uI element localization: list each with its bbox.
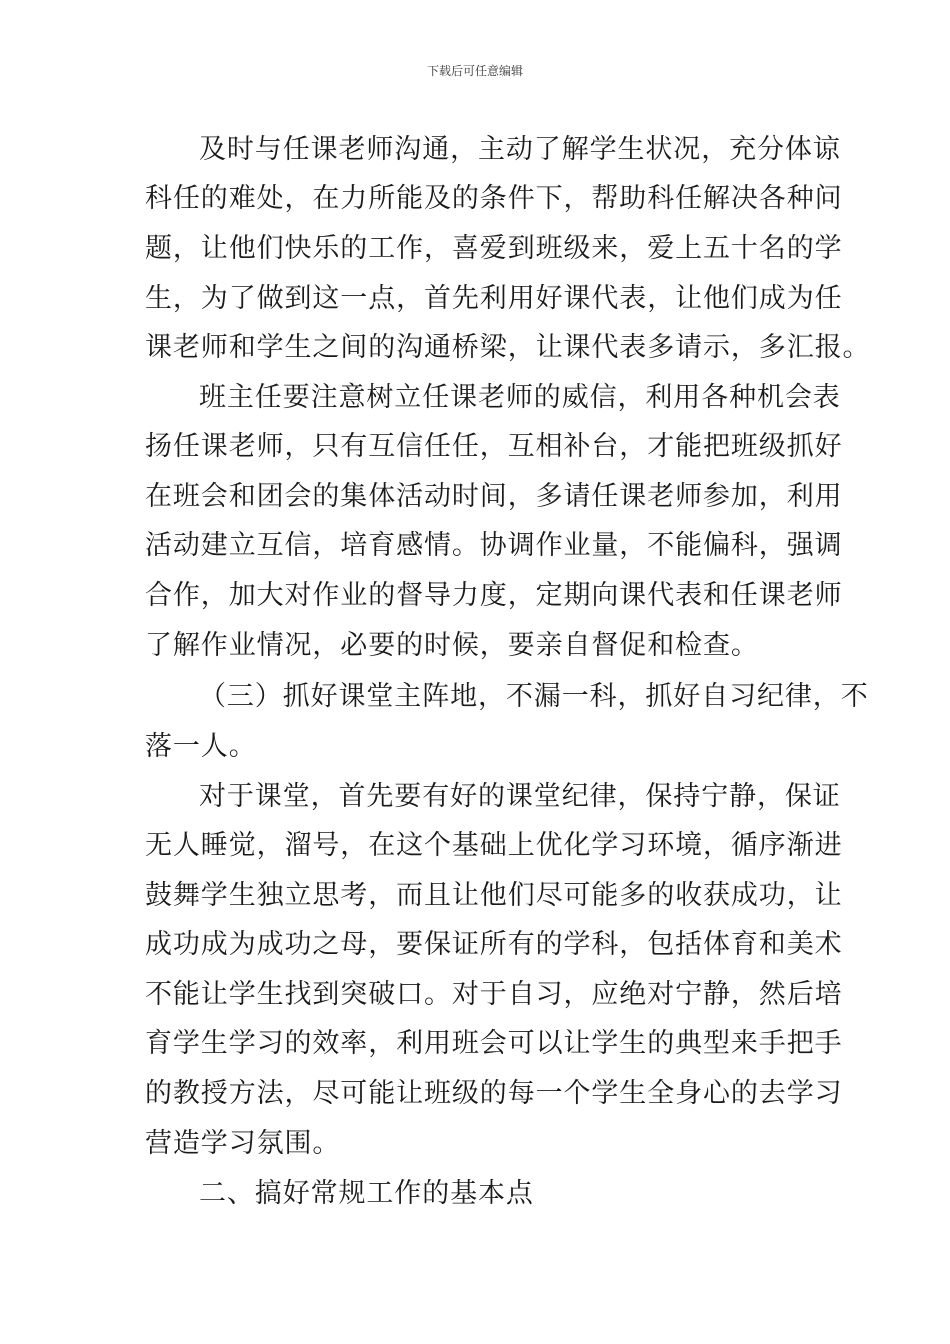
text-line: 成功成为成功之母，要保证所有的学科，包括体育和美术 (145, 929, 843, 960)
section-heading-line: 落一人。 (145, 731, 257, 762)
text-line: 在班会和团会的集体活动时间，多请任课老师参加，利用 (145, 481, 843, 512)
text-line: 鼓舞学生独立思考，而且让他们尽可能多的收获成功，让 (145, 880, 843, 911)
text-line: 科任的难处，在力所能及的条件下，帮助科任解决各种问 (145, 183, 843, 214)
text-line: 了解作业情况，必要的时候，要亲自督促和检查。 (145, 630, 759, 661)
text-line: 营造学习氛围。 (145, 1128, 341, 1159)
text-line: 无人睡觉，溜号，在这个基础上优化学习环境，循序渐进 (145, 830, 843, 861)
section-heading-line: 二、搞好常规工作的基本点 (199, 1178, 534, 1209)
text-line: 课老师和学生之间的沟通桥梁，让课代表多请示，多汇报。 (145, 332, 871, 363)
text-line: 题，让他们快乐的工作，喜爱到班级来，爱上五十名的学 (145, 233, 843, 264)
text-line: 育学生学习的效率，利用班会可以让学生的典型来手把手 (145, 1028, 843, 1059)
section-heading-line: （三）抓好课堂主阵地，不漏一科，抓好自习纪律，不 (199, 681, 869, 712)
text-line: 不能让学生找到突破口。对于自习，应绝对宁静，然后培 (145, 979, 843, 1010)
text-line: 对于课堂，首先要有好的课堂纪律，保持宁静，保证 (199, 781, 841, 812)
page-header: 下载后可任意编辑 (426, 64, 523, 78)
text-line: 生，为了做到这一点，首先利用好课代表，让他们成为任 (145, 283, 843, 314)
text-line: 的教授方法，尽可能让班级的每一个学生全身心的去学习 (145, 1078, 843, 1109)
text-line: 扬任课老师，只有互信任任，互相补台，才能把班级抓好 (145, 431, 843, 462)
text-line: 班主任要注意树立任课老师的威信，利用各种机会表 (199, 382, 841, 413)
text-line: 合作，加大对作业的督导力度，定期向课代表和任课老师 (145, 580, 843, 611)
text-line: 及时与任课老师沟通，主动了解学生状况，充分体谅 (199, 134, 841, 165)
text-line: 活动建立互信，培育感情。协调作业量，不能偏科，强调 (145, 530, 843, 561)
